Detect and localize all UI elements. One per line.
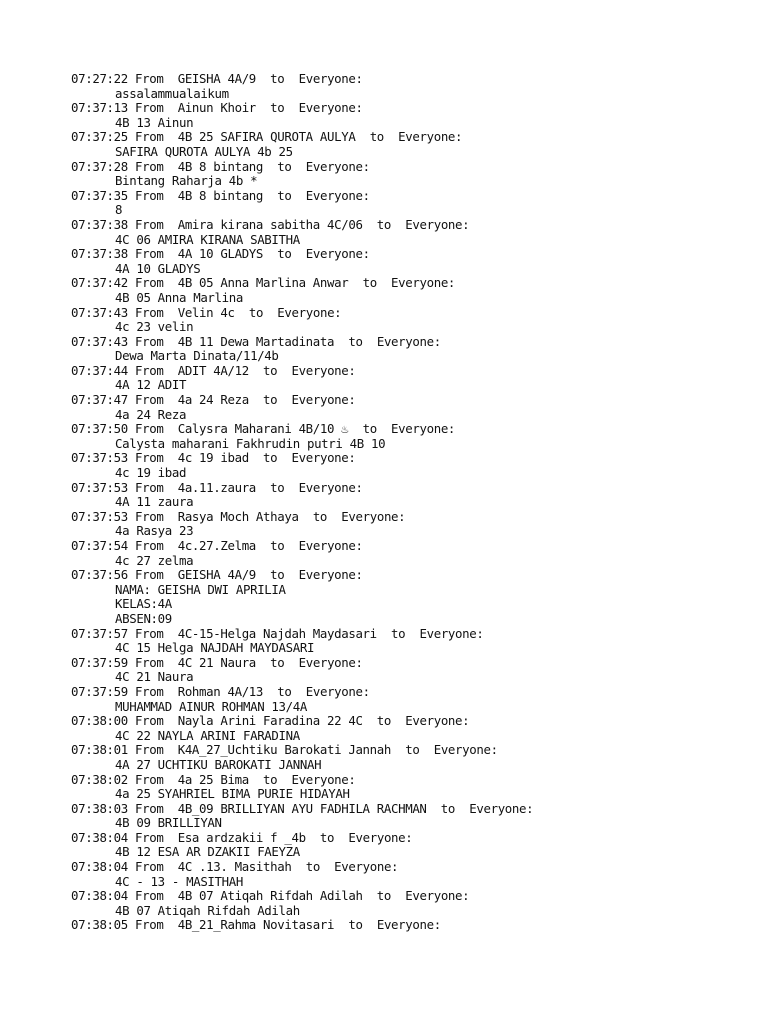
to-label: to <box>270 71 285 86</box>
from-label: From <box>135 538 164 553</box>
message-text: KELAS:4A <box>115 596 172 612</box>
from-label: From <box>135 508 164 524</box>
from-label: From <box>135 158 164 174</box>
message-header <box>71 918 761 933</box>
message-sender: 4c 19 ibad <box>177 450 249 466</box>
message-header <box>71 451 761 466</box>
message-sender: 4B 07 Atiqah Rifdah Adilah <box>177 888 363 904</box>
message-sender: Amira kirana sabitha 4C/06 <box>177 216 363 232</box>
to-label: to <box>277 158 292 174</box>
from-label: From <box>135 829 164 845</box>
message-time: 07:38:02 <box>71 771 128 787</box>
from-label: From <box>135 450 164 466</box>
message-header <box>71 101 761 116</box>
message-text: 4A 11 zaura <box>115 494 194 510</box>
chat-message <box>71 130 761 159</box>
message-time: 07:38:05 <box>71 917 128 933</box>
message-sender: Esa ardzakii f _4b <box>177 829 306 845</box>
message-recipient: Everyone: <box>391 275 456 291</box>
message-sender: ADIT 4A/12 <box>177 362 249 378</box>
to-label: to <box>270 538 285 553</box>
message-text: NAMA: GEISHA DWI APRILIA <box>115 581 286 597</box>
message-recipient: Everyone: <box>348 829 413 845</box>
message-time: 07:37:38 <box>71 216 128 232</box>
from-label: From <box>135 304 164 320</box>
from-label: From <box>135 567 164 583</box>
from-label: From <box>135 275 164 291</box>
to-label: to <box>248 304 264 320</box>
message-text: 4B 13 Ainun <box>115 114 194 130</box>
to-label: to <box>277 683 292 699</box>
to-label: to <box>405 742 420 758</box>
message-recipient: Everyone: <box>298 567 363 583</box>
message-header <box>71 685 761 700</box>
message-recipient: Everyone: <box>298 538 363 553</box>
message-sender: 4B 8 bintang <box>177 187 264 203</box>
message-header <box>71 539 761 554</box>
chat-message <box>71 393 761 422</box>
message-header <box>71 130 761 145</box>
message-header <box>71 510 761 525</box>
to-label: to <box>277 246 292 262</box>
message-text: 4A 27 UCHTIKU BAROKATI JANNAH <box>115 756 322 772</box>
message-text: 4B 12 ESA AR DZAKII FAEYZA <box>115 844 300 860</box>
from-label: From <box>135 216 164 232</box>
chat-message <box>71 451 761 480</box>
chat-message <box>71 831 761 860</box>
message-header <box>71 889 761 904</box>
message-text: Bintang Raharja 4b * <box>115 173 258 189</box>
message-time: 07:37:53 <box>71 508 128 524</box>
message-sender: Calysra Maharani 4B/10 ♨ <box>177 421 349 437</box>
to-label: to <box>362 421 377 437</box>
message-sender: 4a 24 Reza <box>177 392 249 408</box>
message-time: 07:37:59 <box>71 654 128 670</box>
message-recipient: Everyone: <box>291 450 356 466</box>
message-header <box>71 743 761 758</box>
message-time: 07:37:57 <box>71 625 128 641</box>
message-time: 07:37:53 <box>71 479 128 495</box>
message-recipient: Everyone: <box>334 859 399 875</box>
message-time: 07:37:54 <box>71 538 128 553</box>
message-sender: 4C-15-Helga Najdah Maydasari <box>177 625 377 641</box>
message-recipient: Everyone: <box>391 421 456 437</box>
message-header <box>71 189 761 204</box>
message-recipient: Everyone: <box>291 771 356 787</box>
message-header <box>71 627 761 642</box>
message-time: 07:38:04 <box>71 829 128 845</box>
chat-message <box>71 101 761 130</box>
message-sender: 4c.27.Zelma <box>177 538 256 553</box>
from-label: From <box>135 625 164 641</box>
from-label: From <box>135 742 164 758</box>
from-label: From <box>135 771 164 787</box>
from-label: From <box>135 333 164 349</box>
message-sender: 4B 25 SAFIRA QUROTA AULYA <box>177 129 356 145</box>
to-label: to <box>391 625 406 641</box>
message-sender: 4B 8 bintang <box>177 158 264 174</box>
message-header <box>71 831 761 846</box>
message-text: 4C 21 Naura <box>115 669 194 685</box>
message-recipient: Everyone: <box>298 100 363 116</box>
chat-message <box>71 247 761 276</box>
message-text: Dewa Marta Dinata/11/4b <box>115 348 279 364</box>
from-label: From <box>135 187 164 203</box>
message-header <box>71 306 761 321</box>
chat-message <box>71 627 761 656</box>
message-time: 07:37:43 <box>71 304 128 320</box>
chat-message <box>71 802 761 831</box>
to-label: to <box>348 917 363 933</box>
message-sender: 4B 11 Dewa Martadinata <box>177 333 335 349</box>
chat-message <box>71 714 761 743</box>
chat-message <box>71 364 761 393</box>
message-text: 4B 09 BRILLIYAN <box>115 815 222 831</box>
message-header <box>71 773 761 788</box>
from-label: From <box>135 129 164 145</box>
message-recipient: Everyone: <box>405 713 470 729</box>
to-label: to <box>376 888 392 904</box>
message-time: 07:37:42 <box>71 275 128 291</box>
message-text: assalammualaikum <box>115 85 229 101</box>
to-label: to <box>277 187 292 203</box>
message-header <box>71 276 761 291</box>
message-header <box>71 422 761 437</box>
chat-message <box>71 685 761 714</box>
chat-message <box>71 335 761 364</box>
chat-message <box>71 743 761 772</box>
message-text: 4B 05 Anna Marlina <box>115 289 243 305</box>
message-recipient: Everyone: <box>376 333 441 349</box>
message-text: 4C 15 Helga NAJDAH MAYDASARI <box>115 640 315 656</box>
message-sender: 4B_21_Rahma Novitasari <box>177 917 335 933</box>
message-text: 4c 27 zelma <box>115 552 194 568</box>
message-recipient: Everyone: <box>376 917 441 933</box>
message-sender: 4A 10 GLADYS <box>177 246 264 262</box>
message-recipient: Everyone: <box>305 246 370 262</box>
message-sender: 4B_09 BRILLIYAN AYU FADHILA RACHMAN <box>177 800 427 816</box>
to-label: to <box>263 771 278 787</box>
chat-message <box>71 160 761 189</box>
message-text: 4c 19 ibad <box>115 465 187 481</box>
chat-message <box>71 656 761 685</box>
to-label: to <box>348 333 363 349</box>
message-time: 07:37:47 <box>71 392 128 408</box>
message-recipient: Everyone: <box>305 187 370 203</box>
message-header <box>71 656 761 671</box>
message-text: ABSEN:09 <box>115 610 172 626</box>
message-sender: GEISHA 4A/9 <box>177 567 256 583</box>
chat-message <box>71 889 761 918</box>
message-sender: Velin 4c <box>177 304 235 320</box>
message-time: 07:38:00 <box>71 713 128 729</box>
message-sender: Rasya Moch Athaya <box>177 508 299 524</box>
to-label: to <box>270 100 285 116</box>
message-sender: K4A_27_Uchtiku Barokati Jannah <box>177 742 391 758</box>
from-label: From <box>135 100 164 116</box>
message-recipient: Everyone: <box>298 654 363 670</box>
to-label: to <box>376 216 392 232</box>
from-label: From <box>135 421 164 437</box>
message-text: 4a 25 SYAHRIEL BIMA PURIE HIDAYAH <box>115 786 350 802</box>
message-text: 4a Rasya 23 <box>115 523 194 539</box>
message-header <box>71 247 761 262</box>
chat-message <box>71 306 761 335</box>
to-label: to <box>263 392 278 408</box>
from-label: From <box>135 654 164 670</box>
message-text: 4a 24 Reza <box>115 406 187 422</box>
to-label: to <box>305 859 320 875</box>
message-time: 07:38:01 <box>71 742 128 758</box>
from-label: From <box>135 800 164 816</box>
message-recipient: Everyone: <box>291 392 356 408</box>
message-header <box>71 364 761 379</box>
message-text: Calysta maharani Fakhrudin putri 4B 10 <box>115 435 386 451</box>
message-time: 07:27:22 <box>71 71 128 86</box>
message-recipient: Everyone: <box>405 888 470 904</box>
chat-log <box>71 72 761 933</box>
to-label: to <box>270 567 285 583</box>
message-header <box>71 335 761 350</box>
message-recipient: Everyone: <box>405 216 470 232</box>
message-sender: 4C .13. Masithah <box>177 859 292 875</box>
to-label: to <box>440 800 456 816</box>
message-sender: Ainun Khoir <box>177 100 256 116</box>
message-time: 07:37:44 <box>71 362 128 378</box>
message-header <box>71 72 761 87</box>
message-time: 07:37:59 <box>71 683 128 699</box>
message-header <box>71 160 761 175</box>
message-text: 4c 23 velin <box>115 319 194 335</box>
message-header <box>71 714 761 729</box>
message-header <box>71 860 761 875</box>
chat-message <box>71 72 761 101</box>
chat-message <box>71 918 761 933</box>
message-time: 07:37:28 <box>71 158 128 174</box>
message-header <box>71 568 761 583</box>
message-sender: GEISHA 4A/9 <box>177 71 256 86</box>
from-label: From <box>135 888 164 904</box>
to-label: to <box>319 829 335 845</box>
to-label: to <box>263 450 278 466</box>
message-time: 07:37:56 <box>71 567 128 583</box>
chat-message <box>71 481 761 510</box>
from-label: From <box>135 683 164 699</box>
to-label: to <box>270 654 285 670</box>
message-header <box>71 802 761 817</box>
message-recipient: Everyone: <box>291 362 356 378</box>
message-time: 07:37:53 <box>71 450 128 466</box>
message-recipient: Everyone: <box>298 479 363 495</box>
message-time: 07:37:25 <box>71 129 128 145</box>
message-sender: 4a 25 Bima <box>177 771 249 787</box>
to-label: to <box>312 508 328 524</box>
message-text: 4B 07 Atiqah Rifdah Adilah <box>115 902 300 918</box>
message-header <box>71 218 761 233</box>
message-time: 07:37:43 <box>71 333 128 349</box>
message-recipient: Everyone: <box>469 800 534 816</box>
chat-message <box>71 276 761 305</box>
message-text: 4A 10 GLADYS <box>115 260 201 276</box>
to-label: to <box>270 479 285 495</box>
message-recipient: Everyone: <box>298 71 363 86</box>
message-recipient: Everyone: <box>433 742 498 758</box>
from-label: From <box>135 362 164 378</box>
message-text: 4C 06 AMIRA KIRANA SABITHA <box>115 231 300 247</box>
chat-message <box>71 539 761 568</box>
to-label: to <box>362 275 377 291</box>
chat-message <box>71 189 761 218</box>
from-label: From <box>135 71 164 86</box>
message-time: 07:37:13 <box>71 100 128 116</box>
from-label: From <box>135 246 164 262</box>
chat-message <box>71 860 761 889</box>
message-sender: 4a.11.zaura <box>177 479 256 495</box>
message-time: 07:38:04 <box>71 859 128 875</box>
chat-message <box>71 568 761 626</box>
chat-message <box>71 218 761 247</box>
message-time: 07:38:04 <box>71 888 128 904</box>
message-text: SAFIRA QUROTA AULYA 4b 25 <box>115 143 293 159</box>
from-label: From <box>135 917 164 933</box>
message-time: 07:37:35 <box>71 187 128 203</box>
from-label: From <box>135 859 164 875</box>
message-header <box>71 393 761 408</box>
to-label: to <box>263 362 278 378</box>
message-text: MUHAMMAD AINUR ROHMAN 13/4A <box>115 698 307 714</box>
from-label: From <box>135 713 164 729</box>
message-text: 4C 22 NAYLA ARINI FARADINA <box>115 727 300 743</box>
message-recipient: Everyone: <box>305 683 370 699</box>
message-time: 07:37:50 <box>71 421 128 437</box>
message-sender: 4C 21 Naura <box>177 654 256 670</box>
message-recipient: Everyone: <box>419 625 484 641</box>
message-sender: Rohman 4A/13 <box>177 683 264 699</box>
from-label: From <box>135 392 164 408</box>
message-recipient: Everyone: <box>305 158 370 174</box>
to-label: to <box>369 129 384 145</box>
message-time: 07:37:38 <box>71 246 128 262</box>
message-recipient: Everyone: <box>398 129 463 145</box>
message-sender: 4B 05 Anna Marlina Anwar <box>177 275 349 291</box>
to-label: to <box>376 713 392 729</box>
chat-message <box>71 510 761 539</box>
from-label: From <box>135 479 164 495</box>
message-text: 4C - 13 - MASITHAH <box>115 873 243 889</box>
chat-message <box>71 773 761 802</box>
message-text: 8 <box>115 202 123 218</box>
message-sender: Nayla Arini Faradina 22 4C <box>177 713 363 729</box>
message-recipient: Everyone: <box>277 304 342 320</box>
message-text: 4A 12 ADIT <box>115 377 187 393</box>
chat-message <box>71 422 761 451</box>
message-recipient: Everyone: <box>341 508 406 524</box>
message-header <box>71 481 761 496</box>
message-time: 07:38:03 <box>71 800 128 816</box>
